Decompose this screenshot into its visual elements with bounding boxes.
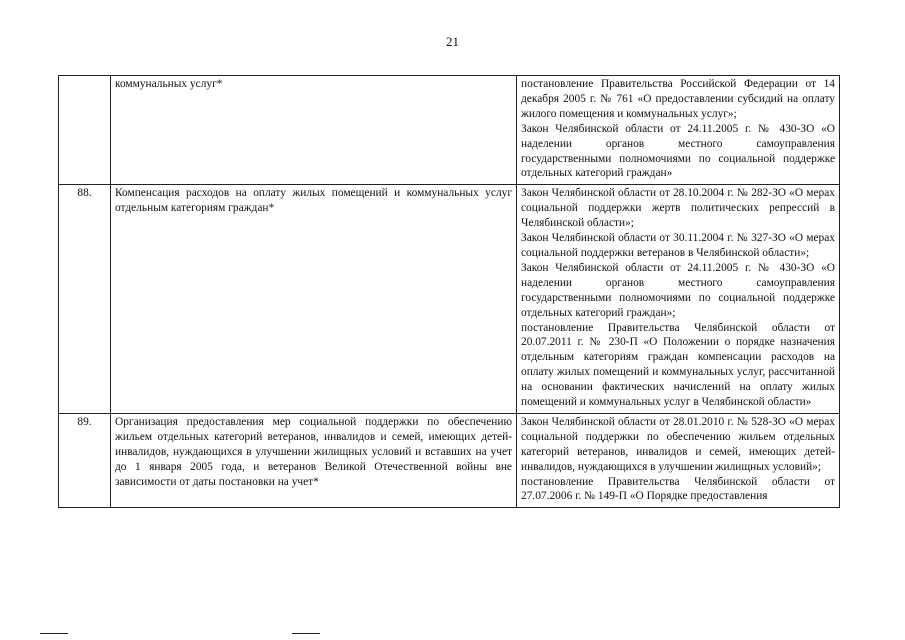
row-number: 89. [59, 413, 111, 507]
table-row [59, 185, 840, 414]
row-number [59, 76, 111, 185]
table-row [59, 76, 840, 185]
legal-basis-cell [517, 185, 840, 414]
legal-act: постановление Правительства Челябинской области от 20.07.2011 г. № 230-П «О Положении о порядке назначения отдельным категориям граждан компенсации расходов на оплату жилых помещений и коммунальных услуг, рассчитанной на основании фактических начислений на оплату жилых помещений и коммунальных услуг в Челябинской области» [521, 321, 835, 409]
legal-act: постановление Правительства Челябинской области от 27.07.2006 г. № 149-П «О Порядке предоставления [521, 475, 835, 503]
legal-basis-cell [517, 413, 840, 507]
legal-act: постановление Правительства Российской Федерации от 14 декабря 2005 г. № 761 «О предоставлении субсидий на оплату жилого помещения и коммунальных услуг»; [521, 78, 835, 120]
legal-act: Закон Челябинской области от 28.01.2010 г. № 528-ЗО «О мерах социальной поддержки по обеспечению жильем отдельных категорий ветеранов, инвалидов и семей, имеющих детей-инвалидов, нуждающихся в улучшении жилищных условий»; [521, 415, 835, 473]
footer-rule [40, 633, 68, 634]
legal-act: Закон Челябинской области от 28.10.2004 г. № 282-ЗО «О мерах социальной поддержки жертв политических репрессий в Челябинской области»; [521, 187, 835, 230]
service-name: коммунальных услуг* [111, 76, 517, 185]
table-row [59, 413, 840, 507]
legal-act: Закон Челябинской области от 24.11.2005 г. № 430-ЗО «О наделении органов местного самоуправления государственными полномочиями по социальной поддержке отдельных категорий граждан»; [521, 261, 835, 319]
services-table [58, 75, 840, 508]
row-number: 88. [59, 185, 111, 414]
footer-rule [292, 633, 320, 634]
service-name: Организация предоставления мер социальной поддержки по обеспечению жильем отдельных категорий ветеранов, инвалидов и семей, имеющих детей-инвалидов, нуждающихся в улучшении жилищных условий и вставших на учет до 1 января 2005 года, и ветеранов Великой Отечественной войны вне зависимости от даты постановки на учет* [111, 413, 517, 507]
legal-act: Закон Челябинской области от 24.11.2005 г. № 430-ЗО «О наделении органов местного самоуправления государственными полномочиями по социальной поддержке отдельных категорий граждан» [521, 122, 835, 180]
legal-basis-cell [517, 76, 840, 185]
page-number: 21 [446, 34, 459, 49]
legal-act: Закон Челябинской области от 30.11.2004 г. № 327-ЗО «О мерах социальной поддержки ветеранов в Челябинской области»; [521, 232, 835, 259]
service-name: Компенсация расходов на оплату жилых помещений и коммунальных услуг отдельным категориям граждан* [111, 185, 517, 414]
